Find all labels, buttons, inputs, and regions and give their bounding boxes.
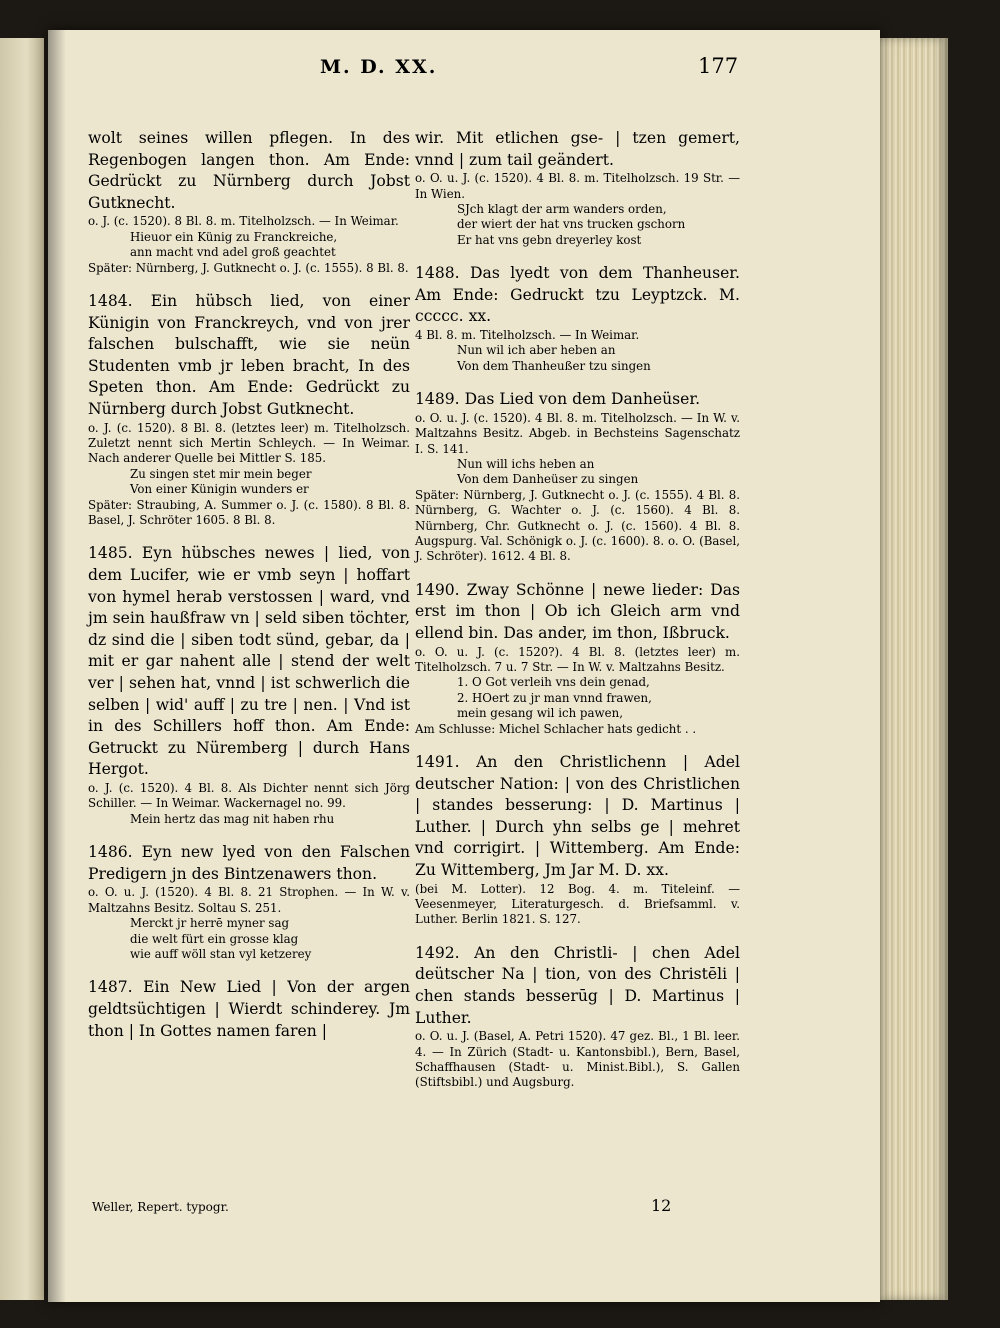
running-header: M. D. XX.	[320, 56, 438, 78]
entry-title: 1484. Ein hübsch lied, von einer Künigin von Franckreych, vnd von jrer falschen bulschafft, wie sie neün Studenten vmb jr leben bracht, In des Speten thon. Am Ende: Gedrückt zu Nürnberg durch Jobst Gutknecht.	[88, 292, 410, 418]
entry-gap	[88, 528, 410, 543]
incipit-line: Nun will ichs heben an	[457, 457, 595, 472]
incipit-line: der wiert der hat vns trucken gschorn	[457, 217, 686, 232]
bibliographic-note: o. O. u. J. (Basel, A. Petri 1520). 47 gez. Bl., 1 Bl. leer. 4. — In Zürich (Stadt- u. Kantonsbibl.), Bern, Basel, Schaffhausen (Stadt- u. Minist.Bibl.), S. Gallen (Stiftsbibl.) und Augsburg.	[415, 1029, 740, 1090]
entry-title: 1487. Ein New Lied | Von der argen geldtsüchtigen | Wierdt schinderey. Jm thon | In Gottes namen faren |	[88, 978, 410, 1040]
entry-title: 1488. Das lyedt von dem Thanheuser. Am Ende: Gedruckt tzu Leyptzck. M. ccccc. xx.	[415, 264, 740, 326]
entry-title: wolt seines willen pflegen. In des Regenbogen langen thon. Am Ende: Gedrückt zu Nürnberg durch Jobst Gutknecht.	[88, 129, 410, 212]
entry-title: 1490. Zway Schönne | newe lieder: Das erst im thon | Ob ich Gleich arm vnd ellend bin. Das ander, im thon, Ißbruck.	[415, 580, 740, 643]
incipit-line: Merckt jr herrē myner sag	[130, 916, 290, 931]
incipit-line: 1. O Got verleih vns dein genad,	[457, 675, 650, 690]
footer-signature: Weller, Repert. typogr.	[92, 1200, 229, 1214]
bibliographic-note: o. O. u. J. (c. 1520). 4 Bl. 8. m. Titelholzsch. — In W. v. Maltzahns Besitz. Abgeb. in Bechsteins Sagenschatz I. S. 141.	[415, 410, 740, 456]
incipit-line: Von einer Künigin wunders er	[130, 482, 309, 497]
bibliographic-note: o. O. u. J. (1520). 4 Bl. 8. 21 Strophen. — In W. v. Maltzahns Besitz. Soltau S. 251.	[88, 885, 410, 915]
bibliographic-note: o. O. u. J. (c. 1520?). 4 Bl. 8. (letztes leer) m. Titelholzsch. 7 u. 7 Str. — In W. v. Maltzahns Besitz.	[415, 644, 740, 675]
page-number: 177	[698, 54, 739, 78]
entry-gap	[88, 827, 410, 842]
entry-title: 1485. Eyn hübsches newes | lied, von dem Lucifer, wie er vmb seyn | hoffart von hymel herab verstossen | ward, vnd jm sein haußfraw vn | seld siben töchter, dz sind die | siben todt sünd, gebar, da | mit er gar nahent alle | stend der welt ver | sehen hat, vnnd | ist schwerlich die selben | wid' auff | zu tre | nen. | Vnd ist in des Schillers hoff thon. Am Ende: Getruckt zu Nüremberg | durch Hans Hergot.	[88, 544, 410, 779]
entry-gap	[415, 248, 740, 263]
bibliographic-note: Am Schlusse: Michel Schlacher hats gedicht . .	[415, 721, 697, 736]
bibliographic-note: Später: Nürnberg, J. Gutknecht o. J. (c. 1555). 8 Bl. 8.	[88, 260, 409, 275]
incipit-line: ann macht vnd adel groß geachtet	[130, 245, 336, 260]
entry-gap	[415, 737, 740, 752]
bibliographic-note: Später: Straubing, A. Summer o. J. (c. 1580). 8 Bl. 8. Basel, J. Schröter 1605. 8 Bl. 8.	[88, 497, 410, 527]
entry-gap	[415, 928, 740, 943]
entry-gap	[415, 565, 740, 580]
page-gutter-shadow	[48, 30, 66, 1302]
entry-gap	[415, 374, 740, 389]
bibliographic-note: o. O. u. J. (c. 1520). 4 Bl. 8. m. Titelholzsch. 19 Str. — In Wien.	[415, 171, 740, 201]
incipit-line: 2. HOert zu jr man vnnd frawen,	[457, 690, 652, 705]
incipit-line: Er hat vns gebn dreyerley kost	[457, 232, 642, 247]
bibliographic-note: o. J. (c. 1520). 4 Bl. 8. Als Dichter nennt sich Jörg Schiller. — In Weimar. Wackernagel no. 99.	[88, 780, 410, 811]
page-stack-edges	[870, 38, 948, 1300]
bibliographic-note: o. J. (c. 1520). 8 Bl. 8. (letztes leer) m. Titelholzsch. Zuletzt nennt sich Mertin Schleych. — In Weimar. Nach anderer Quelle bei Mittler S. 185.	[88, 420, 410, 466]
incipit-line: Von dem Thanheußer tzu singen	[457, 358, 651, 373]
left-column	[88, 128, 410, 1042]
adjacent-page-edge	[0, 38, 44, 1300]
entry-title: 1492. An den Christli- | chen Adel deütscher Na | tion, von des Christēli | chen stands besserūg | D. Martinus | Luther.	[415, 943, 740, 1027]
bibliographic-note: o. J. (c. 1520). 8 Bl. 8. m. Titelholzsch. — In Weimar.	[88, 214, 399, 229]
incipit-line: die welt fürt ein grosse klag	[130, 931, 299, 946]
entry-gap	[88, 276, 410, 291]
entry-title: wir. Mit etlichen gse- | tzen gemert, vnnd | zum tail geändert.	[415, 129, 740, 169]
incipit-line: Von dem Danheüser zu singen	[457, 472, 639, 487]
bibliographic-note: Später: Nürnberg, J. Gutknecht o. J. (c. 1555). 4 Bl. 8. Nürnberg, G. Wachter o. J. (c. 1560). 4 Bl. 8. Nürnberg, Chr. Gutknecht o. J. (c. 1560). 4 Bl. 8. Augspurg. Val. Schönigk o. J. (c. 1600). 8. o. O. (Basel, J. Schröter). 1612. 4 Bl. 8.	[415, 487, 740, 564]
incipit-line: Zu singen stet mir mein beger	[130, 466, 312, 481]
entry-title: 1486. Eyn new lyed von den Falschen Predigern jn des Bintzenawers thon.	[88, 843, 410, 883]
right-column	[415, 128, 740, 1091]
incipit-line: Hieuor ein Künig zu Franckreiche,	[130, 229, 338, 244]
bibliographic-note: (bei M. Lotter). 12 Bog. 4. m. Titeleinf. — Veesenmeyer, Literaturgesch. d. Briefsamml. v. Luther. Berlin 1821. S. 127.	[415, 881, 740, 927]
entry-gap	[88, 962, 410, 977]
entry-title: 1489. Das Lied von dem Danheüser.	[415, 390, 701, 409]
incipit-line: SJch klagt der arm wanders orden,	[457, 202, 667, 216]
footer-sheet-number: 12	[651, 1196, 672, 1215]
bibliographic-note: 4 Bl. 8. m. Titelholzsch. — In Weimar.	[415, 328, 640, 342]
incipit-line: Mein hertz das mag nit haben rhu	[130, 811, 335, 826]
incipit-line: Nun wil ich aber heben an	[457, 343, 616, 358]
entry-title: 1491. An den Christlichenn | Adel deutscher Nation: | von des Christlichen | standes besserung: | D. Martinus | Luther. | Durch yhn selbs ge | mehret vnd corrigirt. | Wittemberg. Am Ende: Zu Wittemberg, Jm Jar M. D. xx.	[415, 753, 740, 880]
incipit-line: mein gesang wil ich pawen,	[457, 706, 623, 721]
incipit-line: wie auff wöll stan vyl ketzerey	[130, 946, 312, 961]
